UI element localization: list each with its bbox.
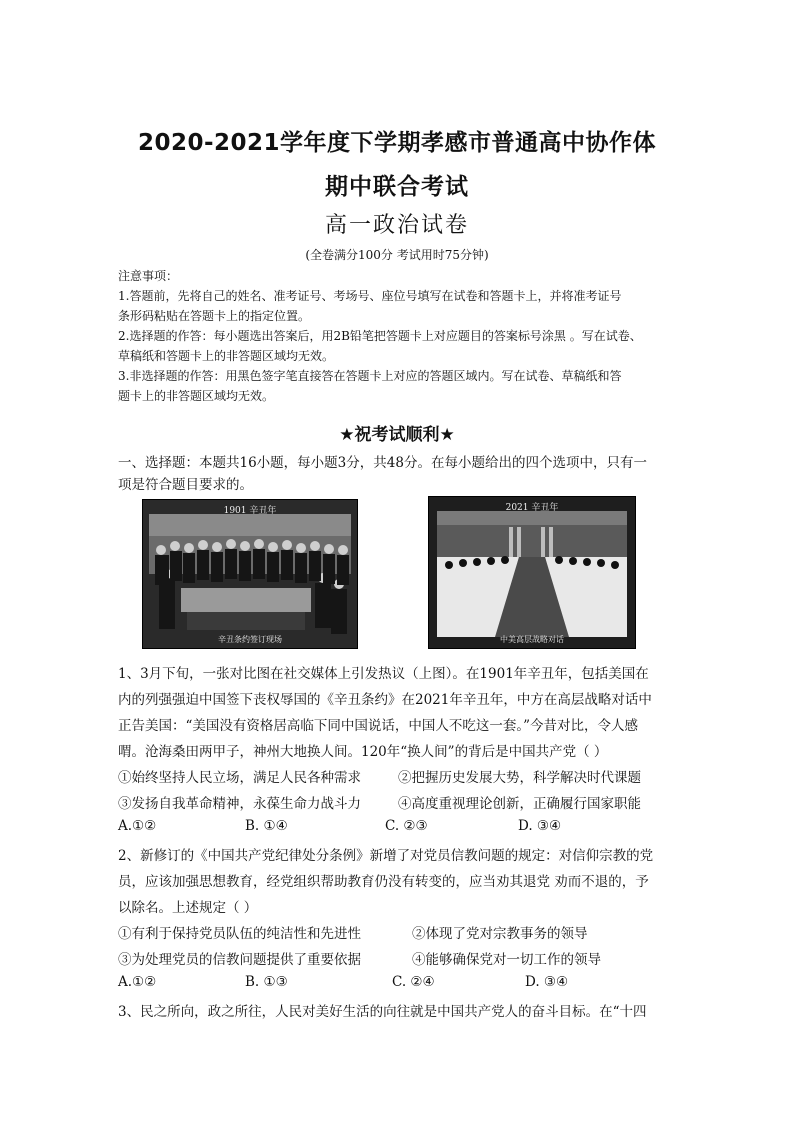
photo-1901-top-caption: 1901 辛丑年 [223, 506, 277, 516]
question-2-stem: 员，应该加强思想教育，经党组织帮助教育仍没有转变的，应当劝其退党 劝而不退的，予 [118, 874, 649, 890]
question-2-item: ②体现了党对宗教事务的领导 [412, 926, 588, 942]
question-1-stem: 正告美国：“美国没有资格居高临下同中国说话，中国人不吃这一套。”今昔对比，令人感 [118, 718, 639, 734]
photo-2021-bottom-caption: 中美高层战略对话 [500, 635, 564, 644]
question-2-choice-c[interactable]: C. ②④ [392, 974, 435, 990]
notes-line: 题卡上的非答题区域均无效。 [118, 389, 275, 403]
section-instruction: 一、选择题：本题共16小题，每小题3分，共48分。在每小题给出的四个选项中，只有一 [118, 455, 647, 471]
photo-1901-bottom-caption: 辛丑条约签订现场 [218, 635, 282, 644]
notes-line: 草稿纸和答题卡上的非答题区域均无效。 [118, 349, 335, 363]
question-1-choice-a[interactable]: A.①② [118, 818, 157, 834]
photo-2021-dialogue [428, 496, 636, 649]
question-1-stem: 1、3月下旬，一张对比图在社交媒体上引发热议（上图）。在1901年辛丑年，包括美国在 [118, 666, 649, 682]
question-1-choice-d[interactable]: D. ③④ [518, 818, 562, 834]
notes-line: 3.非选择题的作答：用黑色签字笔直接答在答题卡上对应的答题区域内。写在试卷、草稿纸和答 [118, 369, 622, 383]
question-1-item: ③发扬自我革命精神，永葆生命力战斗力 [118, 796, 361, 812]
question-1-item: ②把握历史发展大势，科学解决时代课题 [398, 770, 641, 786]
notes-line: 1.答题前，先将自己的姓名、准考证号、考场号、座位号填写在试卷和答题卡上，并将准考证号 [118, 289, 622, 303]
notes-block [118, 266, 642, 406]
photo-1901-graphic [143, 500, 357, 648]
question-1-item: ①始终坚持人民立场，满足人民各种需求 [118, 770, 361, 786]
notes-line: 条形码粘贴在答题卡上的指定位置。 [118, 309, 311, 323]
question-2-item: ④能够确保党对一切工作的领导 [412, 952, 601, 968]
title-line-2: 期中联合考试 [325, 174, 469, 200]
question-2-choice-d[interactable]: D. ③④ [525, 974, 569, 990]
question-1-stem: 喟。沧海桑田两甲子，神州大地换人间。120年“换人间”的背后是中国共产党（ ） [118, 744, 608, 760]
question-2-stem: 以除名。上述规定（ ） [118, 900, 258, 916]
paper-subject-title: 高一政治试卷 [324, 213, 469, 238]
good-luck-banner: ★祝考试顺利★ [339, 425, 455, 445]
question-2-choice-b[interactable]: B. ①③ [245, 974, 288, 990]
photo-1901-signing [142, 499, 358, 649]
notes-line: 2.选择题的作答：每小题选出答案后，用2B铅笔把答题卡上对应题目的答案标号涂黑 。写在试卷、 [118, 329, 642, 343]
question-3-stem: 3、民之所向，政之所往，人民对美好生活的向往就是中国共产党人的奋斗目标。在“十四 [118, 1004, 647, 1020]
question-1-choice-c[interactable]: C. ②③ [385, 818, 428, 834]
exam-info: (全卷满分100分 考试用时75分钟) [305, 248, 489, 262]
photo-2021-graphic [429, 497, 635, 648]
notes-heading: 注意事项： [118, 269, 179, 283]
photo-2021-top-caption: 2021 辛丑年 [505, 503, 559, 513]
question-2-choice-a[interactable]: A.①② [118, 974, 157, 990]
section-instruction: 项是符合题目要求的。 [118, 477, 253, 493]
question-2-item: ①有利于保持党员队伍的纯洁性和先进性 [118, 926, 361, 942]
title-line-1: 2020-2021学年度下学期孝感市普通高中协作体 [137, 130, 657, 156]
question-2-stem: 2、新修订的《中国共产党纪律处分条例》新增了对党员信教问题的规定：对信仰宗教的党 [118, 848, 654, 864]
question-1-stem: 内的列强强迫中国签下丧权辱国的《辛丑条约》在2021年辛丑年，中方在高层战略对话中 [118, 692, 652, 708]
question-1-choice-b[interactable]: B. ①④ [245, 818, 288, 834]
question-2-item: ③为处理党员的信教问题提供了重要依据 [118, 952, 361, 968]
question-1-item: ④高度重视理论创新，正确履行国家职能 [398, 796, 641, 812]
